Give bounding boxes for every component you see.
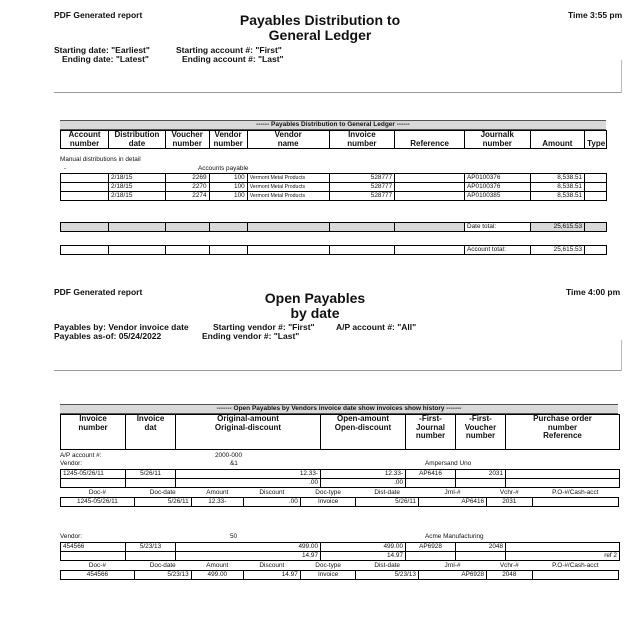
report-title bbox=[240, 291, 390, 321]
accounts-payable-label: Accounts payable bbox=[198, 165, 249, 172]
report-title-line1: Open Payables bbox=[264, 290, 366, 306]
table-row: 454566 5/23/13 499.00 499.00 AP6928 2048 bbox=[61, 543, 620, 552]
col-header: Purchase order number Reference bbox=[506, 415, 620, 450]
ap-account-label: A/P account #: bbox=[60, 452, 102, 459]
table-row: 14.97 14.97 ref 2 bbox=[61, 552, 620, 561]
vendor-label: Vendor: bbox=[60, 533, 83, 540]
col-header: Distribution date bbox=[109, 131, 166, 149]
ending-date: Ending date: "Latest" bbox=[62, 54, 149, 64]
ap-account-value: 2000-000 bbox=[215, 452, 243, 459]
date-total-row bbox=[60, 222, 607, 232]
table-row: 1245-05/26/11 5/26/11 12.33- 12.33- AP6416 2031 bbox=[61, 470, 620, 479]
detail-header-row: Doc-# Doc-date Amount Discount Doc-type Dist-date Jrnl-# Vchr-# P.O-#/Cash-acct bbox=[61, 562, 619, 571]
table-row: .00 .00 bbox=[61, 479, 620, 488]
vendor-number: 50 bbox=[230, 533, 238, 540]
col-header: Amount bbox=[530, 131, 585, 149]
table-header-row bbox=[61, 415, 620, 450]
col-header: Reference bbox=[395, 131, 465, 149]
detail-row: 1245-05/26/11 5/26/11 12.33- .00 Invoice 5/26/11 AP6416 2031 bbox=[61, 498, 619, 507]
detail-row: 454566 5/23/13 499.00 14.97 Invoice 5/23/13 AP6928 2048 bbox=[61, 571, 619, 580]
col-header: Invoice dat bbox=[126, 415, 176, 450]
report-title-line2: by date bbox=[290, 305, 340, 321]
col-header: Account number bbox=[61, 131, 109, 149]
payables-by: Payables by: Vendor invoice date bbox=[54, 322, 189, 332]
starting-vendor: Starting vendor #: "First" bbox=[213, 322, 315, 332]
col-header: Original-amount Original-discount bbox=[176, 415, 321, 450]
report-title-line2: General Ledger bbox=[268, 27, 372, 43]
table-row: 2/18/15 2270 100 Vermont Metal Products 528777 AP0100376 8,538.51 bbox=[61, 183, 607, 192]
vendor-detail-table bbox=[60, 489, 619, 507]
col-header: Voucher number bbox=[165, 131, 209, 149]
report-time: Time 4:00 pm bbox=[566, 287, 621, 297]
page-divider bbox=[54, 370, 622, 371]
vendor-detail-table bbox=[60, 562, 619, 580]
ending-account: Ending account #: "Last" bbox=[182, 54, 284, 64]
table-row: Date total: 25,615.53 bbox=[61, 223, 607, 232]
report-band: ------ Payables Distribution to General Ledger ------ bbox=[60, 120, 606, 130]
open-payables-header bbox=[60, 414, 620, 450]
payables-asof: Payables as-of: 05/24/2022 bbox=[54, 331, 162, 341]
report-title-line1: Payables Distribution to bbox=[239, 12, 401, 28]
table-row: Account total: 25,615.53 bbox=[61, 246, 607, 255]
ending-vendor: Ending vendor #: "Last" bbox=[202, 331, 300, 341]
col-header: Journalk number bbox=[465, 131, 531, 149]
generated-label: PDF Generated report bbox=[54, 10, 143, 20]
page-edge bbox=[621, 340, 622, 371]
distribution-table bbox=[60, 130, 607, 149]
col-header: Open-amount Open-discount bbox=[321, 415, 406, 450]
col-header: Type bbox=[585, 131, 607, 149]
page-divider bbox=[54, 92, 622, 93]
page-edge bbox=[621, 60, 622, 93]
dash-label: - bbox=[64, 165, 67, 172]
table-row: 2/18/15 2269 100 Vermont Metal Products 528777 AP0100376 8,538.51 bbox=[61, 174, 607, 183]
col-header: Vendor number bbox=[209, 131, 247, 149]
report-title bbox=[220, 13, 420, 43]
vendor-number: &1 bbox=[230, 460, 238, 467]
detail-header-row: Doc-# Doc-date Amount Discount Doc-type Dist-date Jrnl-# Vchr-# P.O-#/Cash-acct bbox=[61, 489, 619, 498]
col-header: Invoice number bbox=[329, 131, 395, 149]
vendor-invoice-table bbox=[60, 469, 620, 488]
col-header: Vendor name bbox=[247, 131, 329, 149]
vendor-name: Acme Manufacturing bbox=[425, 533, 484, 540]
vendor-invoice-table bbox=[60, 542, 620, 561]
vendor-label: Vendor: bbox=[60, 460, 83, 467]
manual-distributions-label: Manual distributions in detail bbox=[60, 156, 141, 163]
col-header: -First- Journal number bbox=[406, 415, 456, 450]
vendor-name: Ampersand Uno bbox=[425, 460, 472, 467]
starting-date: Starting date: "Earliest" bbox=[54, 45, 150, 55]
col-header: -First- Voucher number bbox=[456, 415, 506, 450]
report-band: ------- Open Payables by Vendors invoice date show invoices show history ------- bbox=[60, 404, 618, 414]
report-time: Time 3:55 pm bbox=[568, 10, 623, 20]
generated-label: PDF Generated report bbox=[54, 287, 143, 297]
col-header: Invoice number bbox=[61, 415, 126, 450]
account-total-row bbox=[60, 245, 607, 255]
distribution-rows bbox=[60, 173, 607, 201]
table-row: 2/18/15 2274 100 Vermont Metal Products 528777 AP0100385 8,538.51 bbox=[61, 192, 607, 201]
table-header-row bbox=[61, 131, 607, 149]
ap-account: A/P account #: "All" bbox=[336, 322, 417, 332]
starting-account: Starting account #: "First" bbox=[176, 45, 282, 55]
